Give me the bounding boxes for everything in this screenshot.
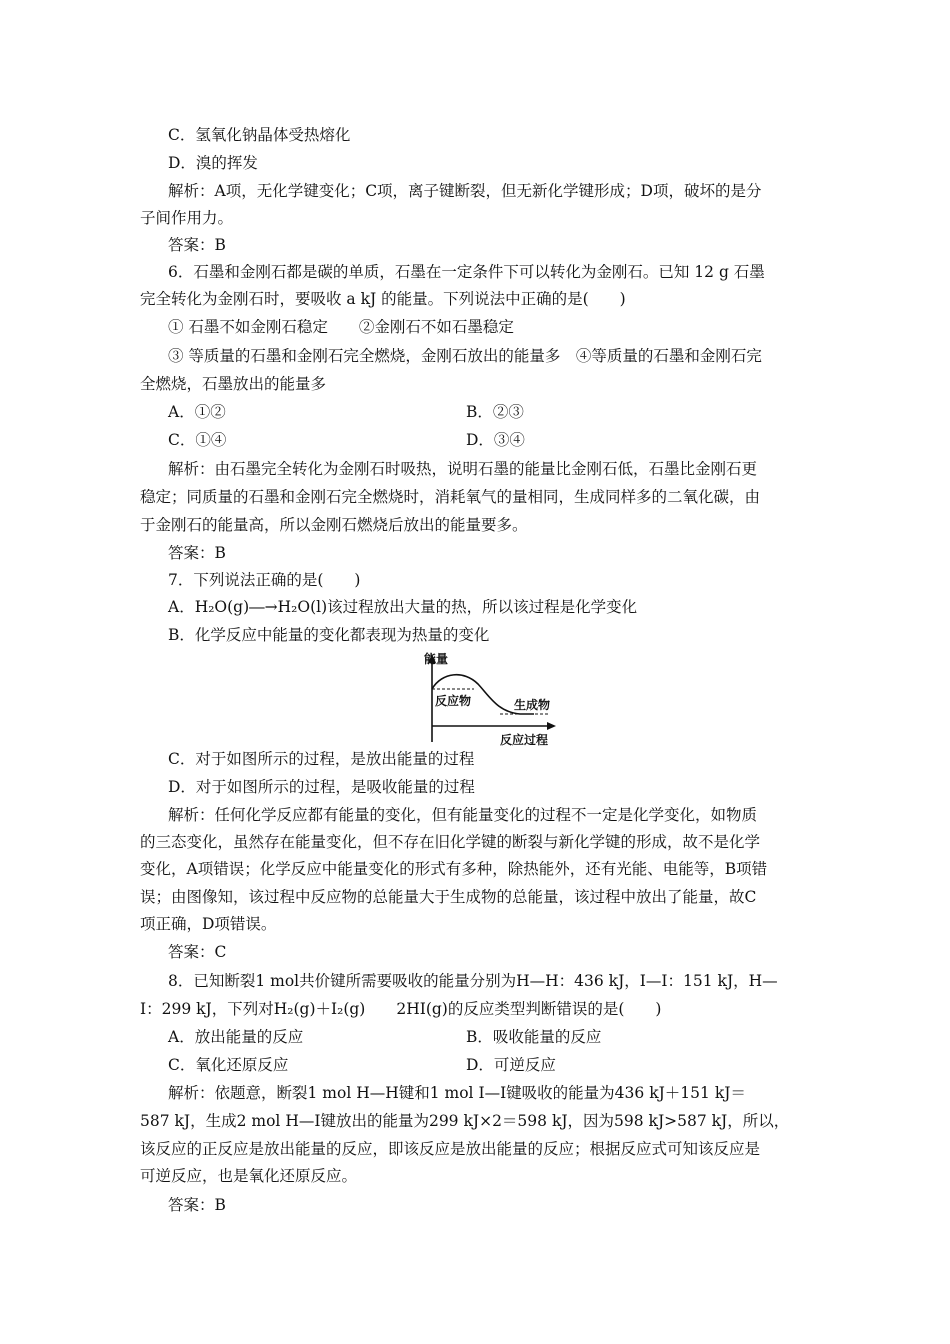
option-c: C．①④ — [168, 431, 227, 449]
statement-line: ③ 等质量的石墨和金刚石完全燃烧，金刚石放出的能量多 ④等质量的石墨和金刚石完 — [168, 347, 762, 365]
analysis-text: 变化，A项错误；化学反应中能量变化的形式有多种，除热能外，还有光能、电能等，B项错 — [140, 860, 768, 878]
analysis-text: 于金刚石的能量高，所以金刚石燃烧后放出的能量要多。 — [140, 516, 528, 534]
x-axis-label: 反应过程 — [500, 733, 549, 747]
product-label: 生成物 — [514, 698, 551, 712]
reactant-label: 反应物 — [435, 694, 472, 708]
question-8-stem: 8．已知断裂1 mol共价键所需要吸收的能量分别为H—H：436 kJ，I—I：151 kJ，H— — [168, 972, 778, 990]
option-a: A．H₂O(g)―→H₂O(l)该过程放出大量的热，所以该过程是化学变化 — [168, 598, 638, 616]
analysis-text: 稳定；同质量的石墨和金刚石完全燃烧时，消耗氧气的量相同，生成同样多的二氧化碳，由 — [140, 488, 761, 506]
answer-line: 答案：B — [168, 236, 226, 254]
option-d: D．可逆反应 — [466, 1056, 556, 1074]
option-b: B．②③ — [466, 403, 524, 421]
energy-diagram — [424, 650, 564, 750]
option-d-line: D．溴的挥发 — [168, 154, 258, 172]
option-c: C．对于如图所示的过程，是放出能量的过程 — [168, 750, 475, 768]
option-c: C．氧化还原反应 — [168, 1056, 289, 1074]
y-axis-label: 能量 — [424, 652, 449, 666]
option-d: D．对于如图所示的过程，是吸收能量的过程 — [168, 778, 475, 796]
analysis-text: 解析：任何化学反应都有能量的变化，但有能量变化的过程不一定是化学变化，如物质 — [168, 806, 758, 824]
analysis-text: 可逆反应，也是氧化还原反应。 — [140, 1167, 358, 1185]
question-8-stem: I：299 kJ，下列对H₂(g)＋I₂(g) 2HI(g)的反应类型判断错误的是( ) — [140, 1000, 662, 1018]
option-c-line: C．氢氧化钠晶体受热熔化 — [168, 126, 351, 144]
answer-line: 答案：C — [168, 943, 227, 961]
analysis-text: 误；由图像知，该过程中反应物的总能量大于生成物的总能量，该过程中放出了能量，故C — [140, 888, 757, 906]
question-6-stem: 6．石墨和金刚石都是碳的单质，石墨在一定条件下可以转化为金刚石。已知 12 g 石墨 — [168, 263, 765, 281]
analysis-text: 项正确，D项错误。 — [140, 915, 277, 933]
answer-line: 答案：B — [168, 1196, 226, 1214]
analysis-text: 子间作用力。 — [140, 209, 234, 227]
x-axis-arrow-icon — [547, 722, 556, 730]
statement-line: 全燃烧，石墨放出的能量多 — [140, 375, 327, 393]
option-b: B．化学反应中能量的变化都表现为热量的变化 — [168, 626, 490, 644]
question-7-stem: 7．下列说法正确的是( ) — [168, 571, 361, 589]
analysis-text: 的三态变化，虽然存在能量变化，但不存在旧化学键的断裂与新化学键的形成，故不是化学 — [140, 833, 761, 851]
question-6-stem: 完全转化为金刚石时，要吸收 a kJ 的能量。下列说法中正确的是( ) — [140, 290, 626, 308]
analysis-text: 解析：A项，无化学键变化；C项，离子键断裂，但无新化学键形成；D项，破坏的是分 — [168, 182, 762, 200]
analysis-text: 该反应的正反应是放出能量的反应，即该反应是放出能量的反应；根据反应式可知该反应是 — [140, 1140, 761, 1158]
option-a: A．①② — [168, 403, 226, 421]
analysis-text: 解析：由石墨完全转化为金刚石时吸热，说明石墨的能量比金刚石低，石墨比金刚石更 — [168, 460, 758, 478]
analysis-text: 587 kJ，生成2 mol H—I键放出的能量为299 kJ×2＝598 kJ，因为598 kJ>587 kJ，所以， — [140, 1112, 790, 1130]
analysis-text: 解析：依题意，断裂1 mol H—H键和1 mol I—I键吸收的能量为436 kJ＋151 kJ＝ — [168, 1084, 746, 1102]
option-a: A．放出能量的反应 — [168, 1028, 304, 1046]
answer-line: 答案：B — [168, 544, 226, 562]
option-b: B．吸收能量的反应 — [466, 1028, 602, 1046]
option-d: D．③④ — [466, 431, 525, 449]
statement-line: ① 石墨不如金刚石稳定 ②金刚石不如石墨稳定 — [168, 318, 514, 336]
